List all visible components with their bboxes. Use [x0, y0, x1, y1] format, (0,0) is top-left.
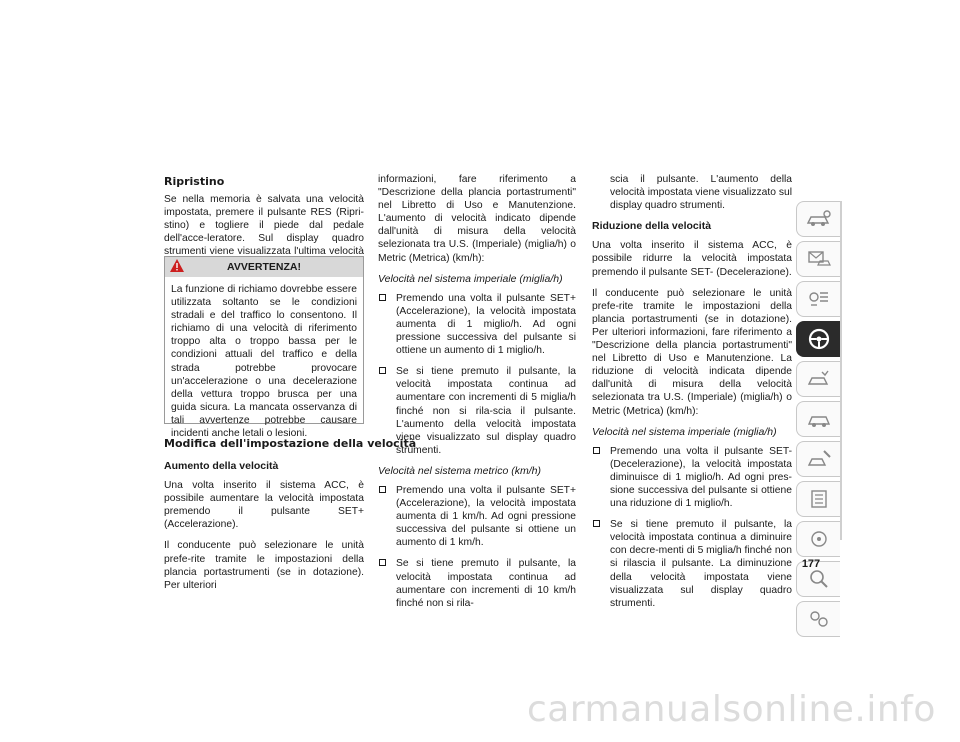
column-1-lower [164, 460, 364, 600]
search-icon [806, 568, 832, 590]
list-item: Premendo una volta il pulsante SET- (Decelerazione), la velocità impostata diminuisce di 1 miglio/h. Ad ogni pres-sione successiva del pulsante si ottiene una riduzione di 1 miglio/h. [592, 445, 792, 510]
car-service-icon [806, 409, 832, 429]
warning-header [165, 257, 363, 277]
bullet-square-icon [379, 367, 386, 374]
tab-car-mail[interactable] [796, 241, 840, 277]
tab-car-wrench[interactable] [796, 441, 840, 477]
tab-index[interactable] [796, 601, 840, 637]
watermark: carmanualsonline.info [527, 689, 936, 730]
index-icon [806, 609, 832, 629]
bullet-square-icon [379, 486, 386, 493]
metric-heading: Velocità nel sistema metrico (km/h) [378, 464, 541, 477]
imperial-heading-riduzione: Velocità nel sistema imperiale (miglia/h) [592, 425, 777, 438]
bullet-square-icon [379, 559, 386, 566]
warning-title: AVVERTENZA! [227, 261, 301, 273]
specifications-list-icon [806, 489, 832, 509]
list-item: Se si tiene premuto il pulsante, la velocità impostata continua a diminuire con decre-menti di 5 miglia/h finché non si rilascia il pulsante. La diminuzione della velocità impostata viene visualizzata sul display quadro strumenti. [592, 518, 792, 610]
tab-dashboard-lights[interactable] [796, 281, 840, 317]
column-3 [592, 173, 792, 618]
chapter-tabs [796, 201, 844, 641]
car-crash-icon [806, 369, 832, 389]
list-item: Se si tiene premuto il pulsante, la velocità impostata continua ad aumentare con incrementi di 10 km/h finché non si rila- [378, 557, 576, 609]
col2-paragraph: informazioni, fare riferimento a "Descrizione della plancia portastrumenti" nel Libretto di Uso e Manutenzione. L'aumento di velocità indicato dipende dall'unità di misura della velocità selezionata tra U.S. (Imperiale) (miglia/h) o Metric (Metrica) (km/h): [378, 174, 576, 264]
column-2 [378, 173, 576, 618]
subheading-aumento: Aumento della velocità [164, 460, 279, 472]
steering-wheel-icon [806, 327, 832, 351]
bullet-square-icon [593, 447, 600, 454]
bullet-square-icon [379, 294, 386, 301]
page-number: 177 [801, 558, 821, 570]
tab-steering-wheel[interactable] [796, 321, 840, 357]
riduzione-paragraph-1: Una volta inserito il sistema ACC, è possibile ridurre la velocità impostata premendo il pulsante SET- (Decelerazione). [592, 240, 792, 278]
list-item: Premendo una volta il pulsante SET+ (Accelerazione), la velocità impostata aumenta di 1 miglio/h. Ad ogni pressione successiva del pulsante si ottiene un aumento di 1 miglio/h. [378, 292, 576, 357]
warning-text: La funzione di richiamo dovrebbe essere utilizzata soltanto se le condizioni stradali e del traffico lo consentono. Il richiamo di una velocità di riferimento troppo alta o troppo bassa per le condizioni attuali del traffico e della strada potrebbe provocare un'accelerazione o una decelerazione della vettura troppo brusca per una guida sicura. La mancata osservanza di tali avvertenze potrebbe causare incidenti anche letali o lesioni. [171, 284, 357, 440]
warning-box [164, 256, 364, 440]
imperial-heading: Velocità nel sistema imperiale (miglia/h) [378, 272, 563, 285]
tab-car-crash[interactable] [796, 361, 840, 397]
tab-car-key[interactable] [796, 201, 840, 237]
aumento-paragraph-1: Una volta inserito il sistema ACC, è possibile aumentare la velocità impostata premendo il pulsante SET+ (Accelerazione). [164, 480, 364, 531]
ripristino-text: Se nella memoria è salvata una velocità impostata, premere il pulsante RES (Ripri-stino) e togliere il piede dal pedale dell'acce-leratore. Sul display quadro strumenti viene visualizzata l'ultima velocità [164, 194, 364, 258]
dashboard-lights-icon [806, 289, 832, 309]
multimedia-icon [806, 529, 832, 549]
car-mail-icon [806, 249, 832, 269]
list-item: Premendo una volta il pulsante SET+ (Accelerazione), la velocità impostata aumenta di 1 km/h. Ad ogni pressione successiva del pulsante si ottiene un aumento di 1 km/h. [378, 484, 576, 549]
bullet-square-icon [593, 520, 600, 527]
metric-bullet-continuation: scia il pulsante. L'aumento della velocità impostata viene visualizzato sul display quadro strumenti. [610, 174, 793, 212]
section-heading-ripristino: Ripristino [164, 175, 225, 188]
car-wrench-icon [806, 449, 832, 469]
tab-car-service[interactable] [796, 401, 840, 437]
aumento-paragraph-2: Il conducente può selezionare le unità prefe-rite tramite le impostazioni della plancia portastrumenti (se in dotazione). Per ulteriori [164, 540, 364, 591]
list-item: Se si tiene premuto il pulsante, la velocità impostata continua ad aumentare con incrementi di 5 miglia/h finché non si rila-scia il pulsante. L'aumento della velocità impostata viene visualizzato sul display quadro strumenti. [378, 365, 576, 457]
tab-specifications[interactable] [796, 481, 840, 517]
section-heading-modifica: Modifica dell'impostazione della velocità [164, 437, 417, 450]
tab-multimedia[interactable] [796, 521, 840, 557]
subheading-riduzione: Riduzione della velocità [592, 220, 712, 233]
car-key-icon [806, 209, 832, 229]
riduzione-paragraph-2: Il conducente può selezionare le unità prefe-rite tramite le impostazioni della plancia portastrumenti (se in dotazione). Per ulteriori informazioni, fare riferimento a "Descrizione della plancia portastrumenti" nel Libretto di Uso e Manutenzione. La riduzione di velocità indicata dipende dall'unità di misura della velocità selezionata tra U.S. (Imperiale) (miglia/h) o Metric (Metrica) (km/h): [592, 287, 792, 417]
